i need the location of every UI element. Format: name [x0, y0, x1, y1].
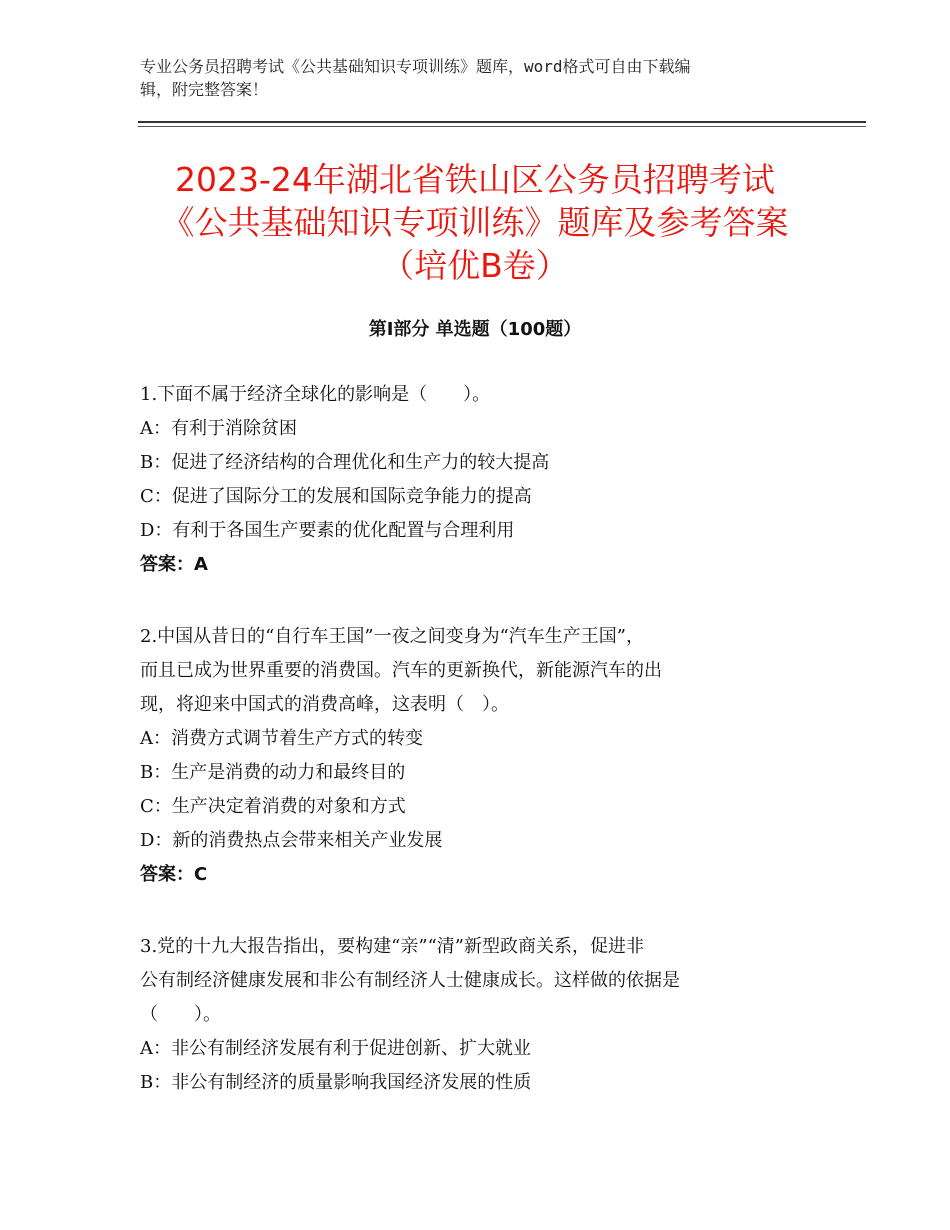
option-c: C：促进了国际分工的发展和国际竞争能力的提高: [140, 486, 532, 507]
document-title: [100, 158, 850, 287]
question-stem: 1.下面不属于经济全球化的影响是（ ）。: [140, 384, 491, 405]
title-line: 2023-24年湖北省铁山区公务员招聘考试: [175, 160, 775, 199]
title-line: 《公共基础知识专项训练》题库及参考答案: [161, 203, 789, 242]
answer-label: 答案：C: [140, 864, 208, 885]
question-stem: 而且已成为世界重要的消费国。汽车的更新换代，新能源汽车的出: [140, 660, 662, 681]
option-a: A：消费方式调节着生产方式的转变: [140, 728, 423, 749]
header-divider-thick: [138, 121, 866, 123]
question-stem: 公有制经济健康发展和非公有制经济人士健康成长。这样做的依据是: [140, 970, 680, 991]
option-a: A：有利于消除贫困: [140, 418, 297, 439]
header-note-line: 专业公务员招聘考试《公共基础知识专项训练》题库，word格式可自由下载编: [140, 57, 691, 76]
question-spacer: [140, 892, 810, 930]
option-a: A：非公有制经济发展有利于促进创新、扩大就业: [140, 1038, 531, 1059]
option-c: C：生产决定着消费的对象和方式: [140, 796, 406, 817]
header-divider-thin: [138, 126, 866, 127]
header-note-line: 辑，附完整答案！: [140, 80, 269, 99]
question-item: [140, 378, 810, 582]
question-stem: 3.党的十九大报告指出，要构建“亲”“清”新型政商关系，促进非: [140, 936, 644, 957]
header-note: [140, 55, 790, 101]
question-item: [140, 620, 810, 892]
question-item: [140, 930, 810, 1100]
question-stem: 现，将迎来中国式的消费高峰，这表明（ ）。: [140, 694, 509, 715]
section-heading: 第Ⅰ部分 单选题（100题）: [368, 319, 582, 340]
option-b: B：非公有制经济的质量影响我国经济发展的性质: [140, 1072, 532, 1093]
question-stem: 2.中国从昔日的“自行车王国”一夜之间变身为“汽车生产王国”，: [140, 626, 644, 647]
question-spacer: [140, 582, 810, 620]
option-d: D：有利于各国生产要素的优化配置与合理利用: [140, 520, 515, 541]
option-b: B：生产是消费的动力和最终目的: [140, 762, 406, 783]
question-stem: （ ）。: [140, 1004, 221, 1025]
option-d: D：新的消费热点会带来相关产业发展: [140, 830, 443, 851]
answer-label: 答案：A: [140, 554, 208, 575]
title-line: （培优B卷）: [381, 246, 569, 285]
option-b: B：促进了经济结构的合理优化和生产力的较大提高: [140, 452, 550, 473]
question-list: [140, 378, 810, 1100]
